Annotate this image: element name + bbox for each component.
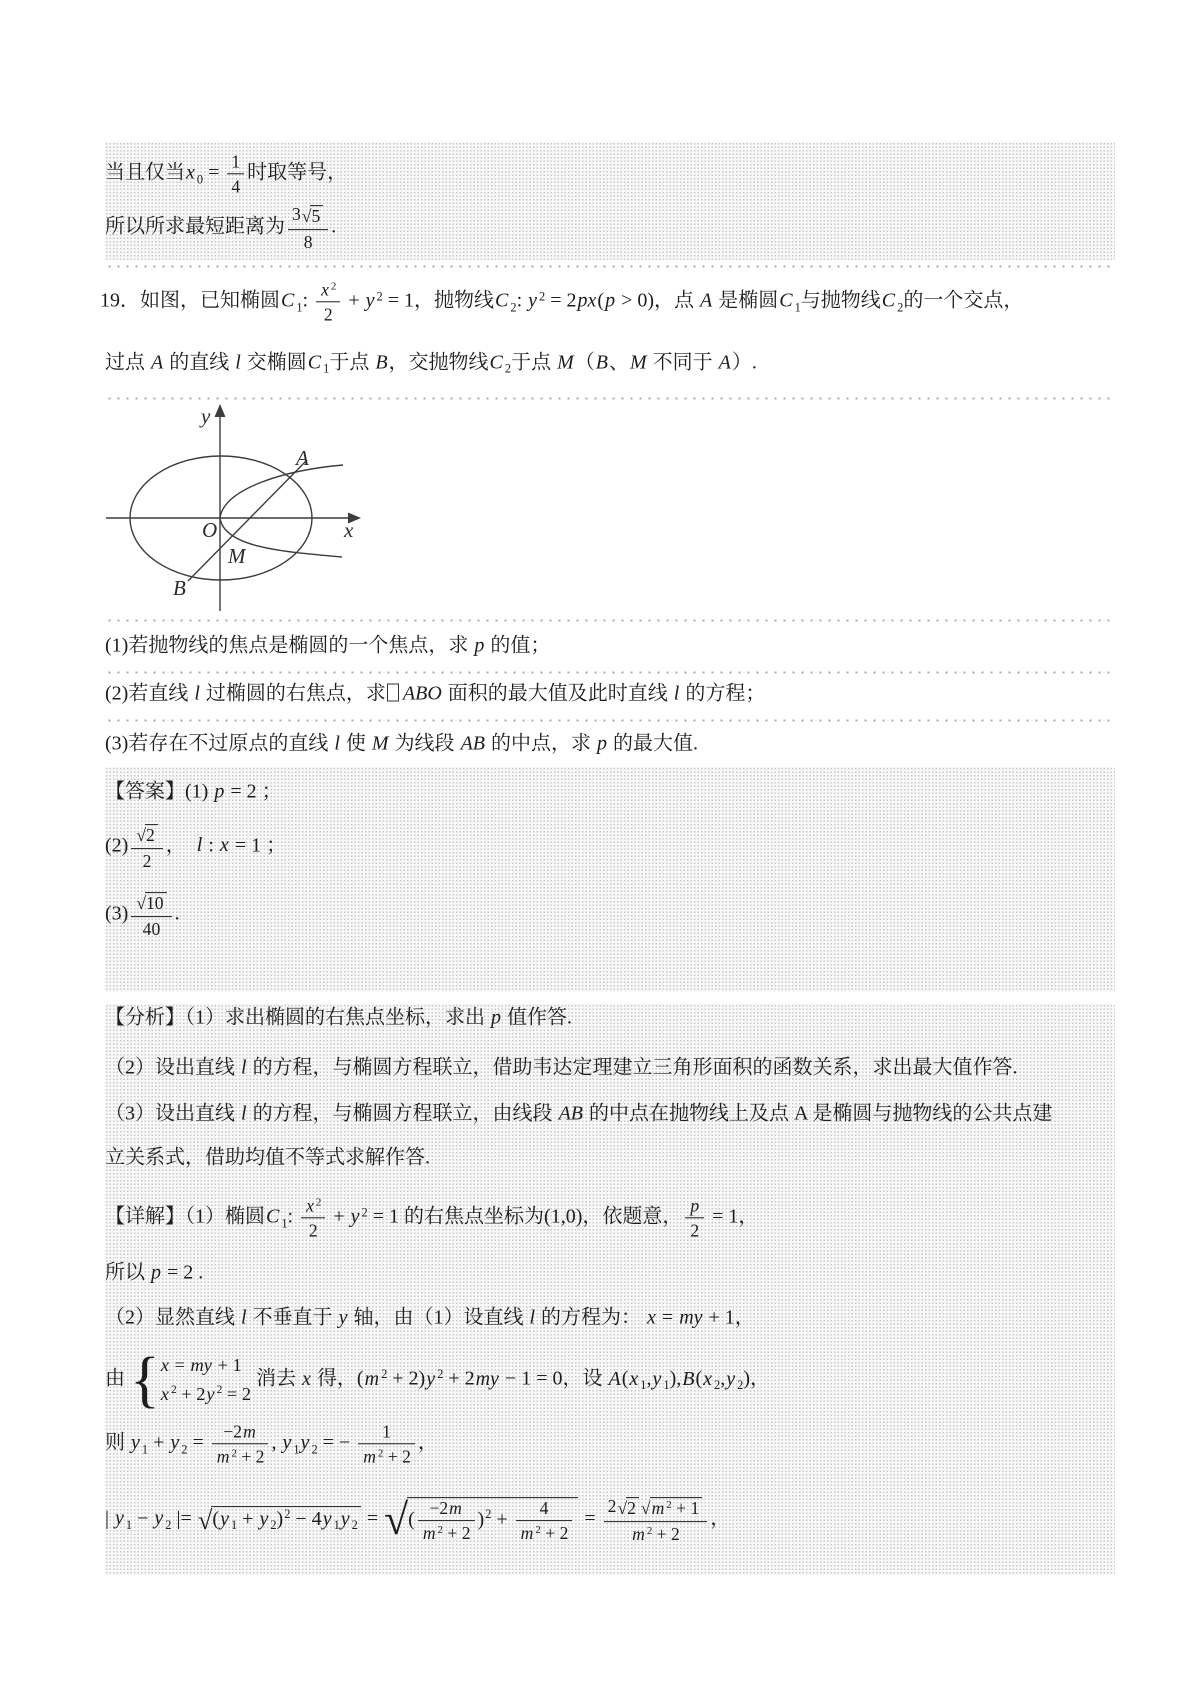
label-origin-O: O (202, 518, 218, 542)
dotted-separator (105, 719, 1115, 722)
detail-line-6: | y $_1$ − y $_2$ |= √ (y $_1$ + y $_2$)$^2$ − 4y $_1$y $_2$ = √ ( $\frac{-2m}{m ^2 + 2}$ )$^2$ + $\frac{4}{m ^2 + 2}$ = 2 √ 2 √ m $^2$ + 1 m $^2$ + 2 ， (105, 1496, 731, 1545)
analysis-line-2: （2）设出直线 l 的方程，与椭圆方程联立，借助韦达定理建立三角形面积的函数关系，求出最大值作答. (105, 1056, 1018, 1079)
question-3: (3)若存在不过原点的直线 l 使 M 为线段 AB 的中点，求 p 的最大值. (105, 732, 698, 755)
detail-line-3: （2）显然直线 l 不垂直于 y 轴，由（1）设直线 l 的方程为： x = my + 1， (105, 1306, 755, 1329)
question-2: (2)若直线 l 过椭圆的右焦点，求 ABO 面积的最大值及此时直线 l 的方程； (105, 682, 766, 705)
prev-solution-line-2: 所以所求最短距离为 3 √ 5 8 . (105, 204, 337, 252)
dotted-separator (105, 265, 1115, 268)
answer-line-1: 【答案】(1) p = 2 ； (105, 780, 282, 803)
detail-line-4: 由 { x = my + 1 x $^2$ + 2y $^2$ = 2 消去 x 得，(m $^2$ + 2)y $^2$ + 2my − 1 = 0，设 A(x $_1$,y $_1$),B(x $_2$,y $_2$)， (105, 1346, 770, 1414)
analysis-line-4: 立关系式，借助均值不等式求解作答. (105, 1146, 430, 1169)
detail-line-1: 【详解】（1）椭圆C $_1$: $\frac{x ^2}{2}$ + y $^2$ = 1 的右焦点坐标为(1,0)，依题意， $\frac{p}{2}$ = 1， (105, 1195, 759, 1241)
dotted-separator (105, 671, 1115, 674)
problem-19-statement-line-1: 19．如图，已知椭圆C $_1$: $\frac{x ^2}{2}$ + y $^2$ = 1，抛物线C $_2$: y $^2$ = 2px(p > 0)，点 A 是椭圆C $_1$与抛物线C $_2$的一个交点， (100, 279, 1024, 325)
answer-line-3: (3) √ 10 40 . (105, 891, 180, 939)
label-point-A: A (296, 446, 309, 470)
y-axis-arrow-icon (215, 404, 226, 417)
label-point-B: B (173, 576, 186, 600)
question-1: (1)若抛物线的焦点是椭圆的一个焦点，求 p 的值； (105, 634, 551, 657)
highlight-block-analysis-detail (105, 1004, 1115, 1575)
label-y-axis: y (201, 404, 211, 428)
prev-solution-line-1: 当且仅当x $_0$ = $\frac{1}{4}$ 时取等号， (105, 151, 348, 197)
label-x-axis: x (344, 518, 354, 542)
detail-line-5: 则 y $_1$ + y $_2$ = $\frac{-2m}{m ^2 + 2}$ , y $_1$y $_2$ = − $\frac{1}{m ^2 + 2}$ ， (105, 1421, 438, 1467)
label-point-M: M (228, 544, 246, 568)
problem-19-statement-line-2: 过点 A 的直线 l 交椭圆C $_1$于点 B，交抛物线C $_2$于点 M（B、M 不同于 A）. (105, 351, 757, 376)
answer-line-2: (2) √ 2 2 ， l : x = 1 ； (105, 823, 286, 871)
detail-line-2: 所以 p = 2 . (105, 1261, 204, 1284)
figure-ellipse-parabola (100, 385, 370, 620)
analysis-line-3: （3）设出直线 l 的方程，与椭圆方程联立，由线段 AB 的中点在抛物线上及点 A 是椭圆与抛物线的公共点建 (105, 1102, 1053, 1125)
analysis-line-1: 【分析】（1）求出椭圆的右焦点坐标，求出 p 值作答. (105, 1006, 572, 1029)
